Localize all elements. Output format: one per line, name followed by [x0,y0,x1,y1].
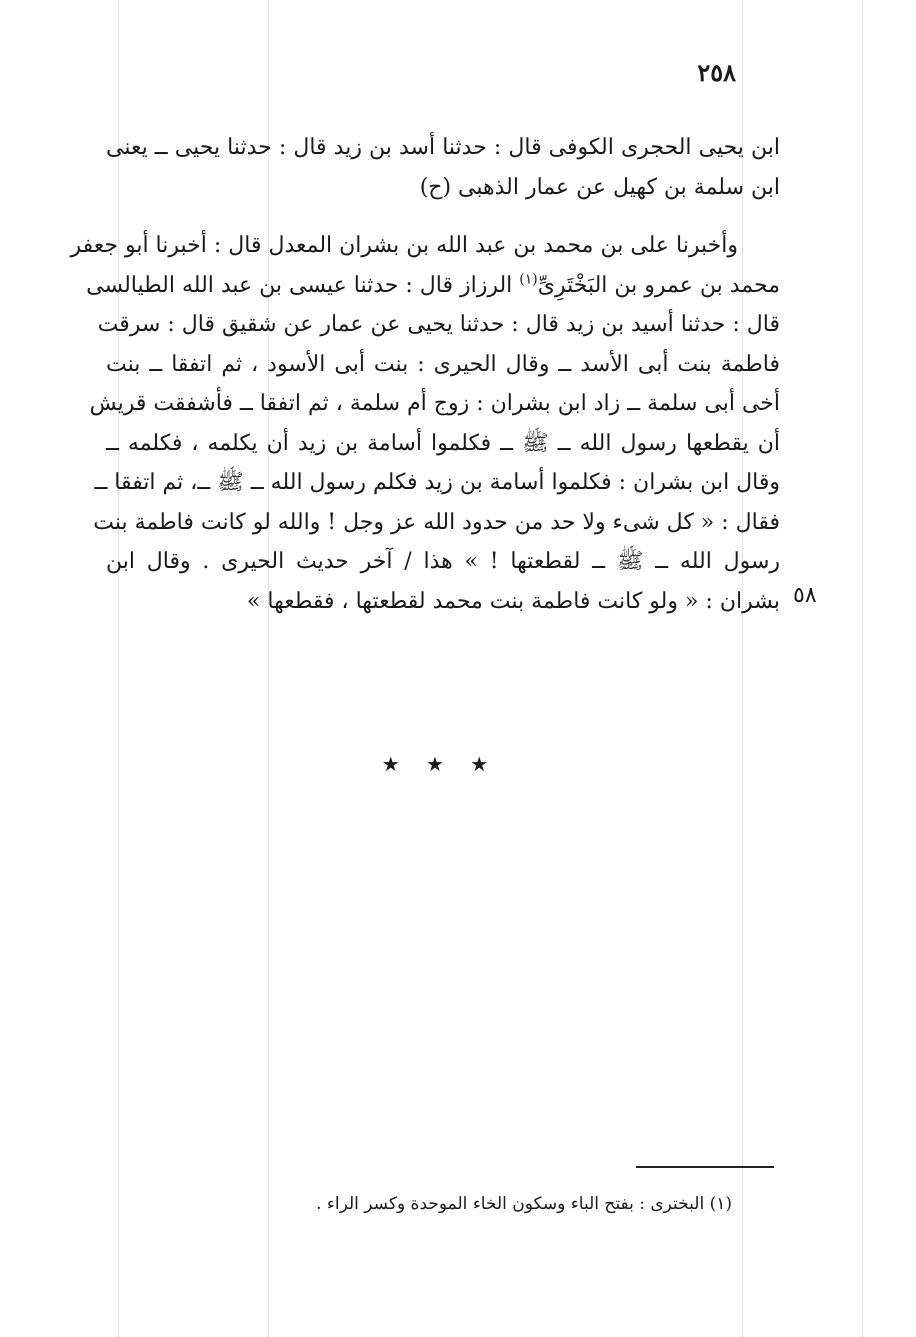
paragraph-1-line-2: ابن سلمة بن كهيل عن عمار الذهبى (ح) [419,174,780,200]
scan-dot-line-right-2 [862,0,863,1337]
footnote: (١) البخترى : بفتح الباء وسكون الخاء الموحدة وكسر الراء . [316,1194,732,1214]
paragraph-1 [106,128,780,207]
paragraph-2-line-6: أن يقطعها رسول الله ــ ﷺ ــ فكلموا أسامة بن زيد أن يكلمه ، فكلمه ــ [106,430,780,456]
paragraph-2-line-4: فاطمة بنت أبى الأسد ــ وقال الحيرى : بنت أبى الأسود ، ثم اتفقا ــ بنت [106,351,780,377]
margin-number: ٥٨ [793,583,817,608]
paragraph-2-line-5: أخى أبى سلمة ــ زاد ابن بشران : زوج أم سلمة ، ثم اتفقا ــ فأشفقت قريش [89,391,780,416]
paragraph-2-line-2-start: محمد بن عمرو بن البَخْتَرِىِّ [537,272,780,298]
paragraph-2-line-10: بشران : « ولو كانت فاطمة بنت محمد لقطعتها ، فقطعها » [246,588,780,614]
paragraph-2-line-3: قال : حدثنا أسيد بن زيد قال : حدثنا يحيى عن عمار عن شقيق قال : سرقت [97,312,780,337]
paragraph-2-line-8: فقال : « كل شىء ولا حد من حدود الله عز وجل ! والله لو كانت فاطمة بنت [93,509,780,535]
page-number: ٢٥٨ [697,58,736,87]
paragraph-1-line-1: ابن يحيى الحجرى الكوفى قال : حدثنا أسد بن زيد قال : حدثنا يحيى ــ يعنى [106,135,780,160]
paragraph-2-line-9: رسول الله ــ ﷺ ــ لقطعتها ! » هذا / آخر حديث الحيرى . وقال ابن [106,549,780,574]
paragraph-2 [70,226,780,621]
section-separator: ★ ★ ★ [381,752,499,776]
footnote-reference[interactable]: (١) [519,271,538,288]
footnote-divider [636,1166,774,1168]
paragraph-2-line-2-end: الرزاز قال : حدثنا عيسى بن عبد الله الطيالسى [86,272,520,298]
paragraph-2-line-7: وقال ابن بشران : فكلموا أسامة بن زيد فكلم رسول الله ــ ﷺ ــ، ثم اتفقا ــ [94,470,780,495]
paragraph-2-line-1: وأخبرنا على بن محمد بن عبد الله بن بشران المعدل قال : أخبرنا أبو جعفر [70,233,738,258]
paragraph-2-line-2 [86,266,780,306]
